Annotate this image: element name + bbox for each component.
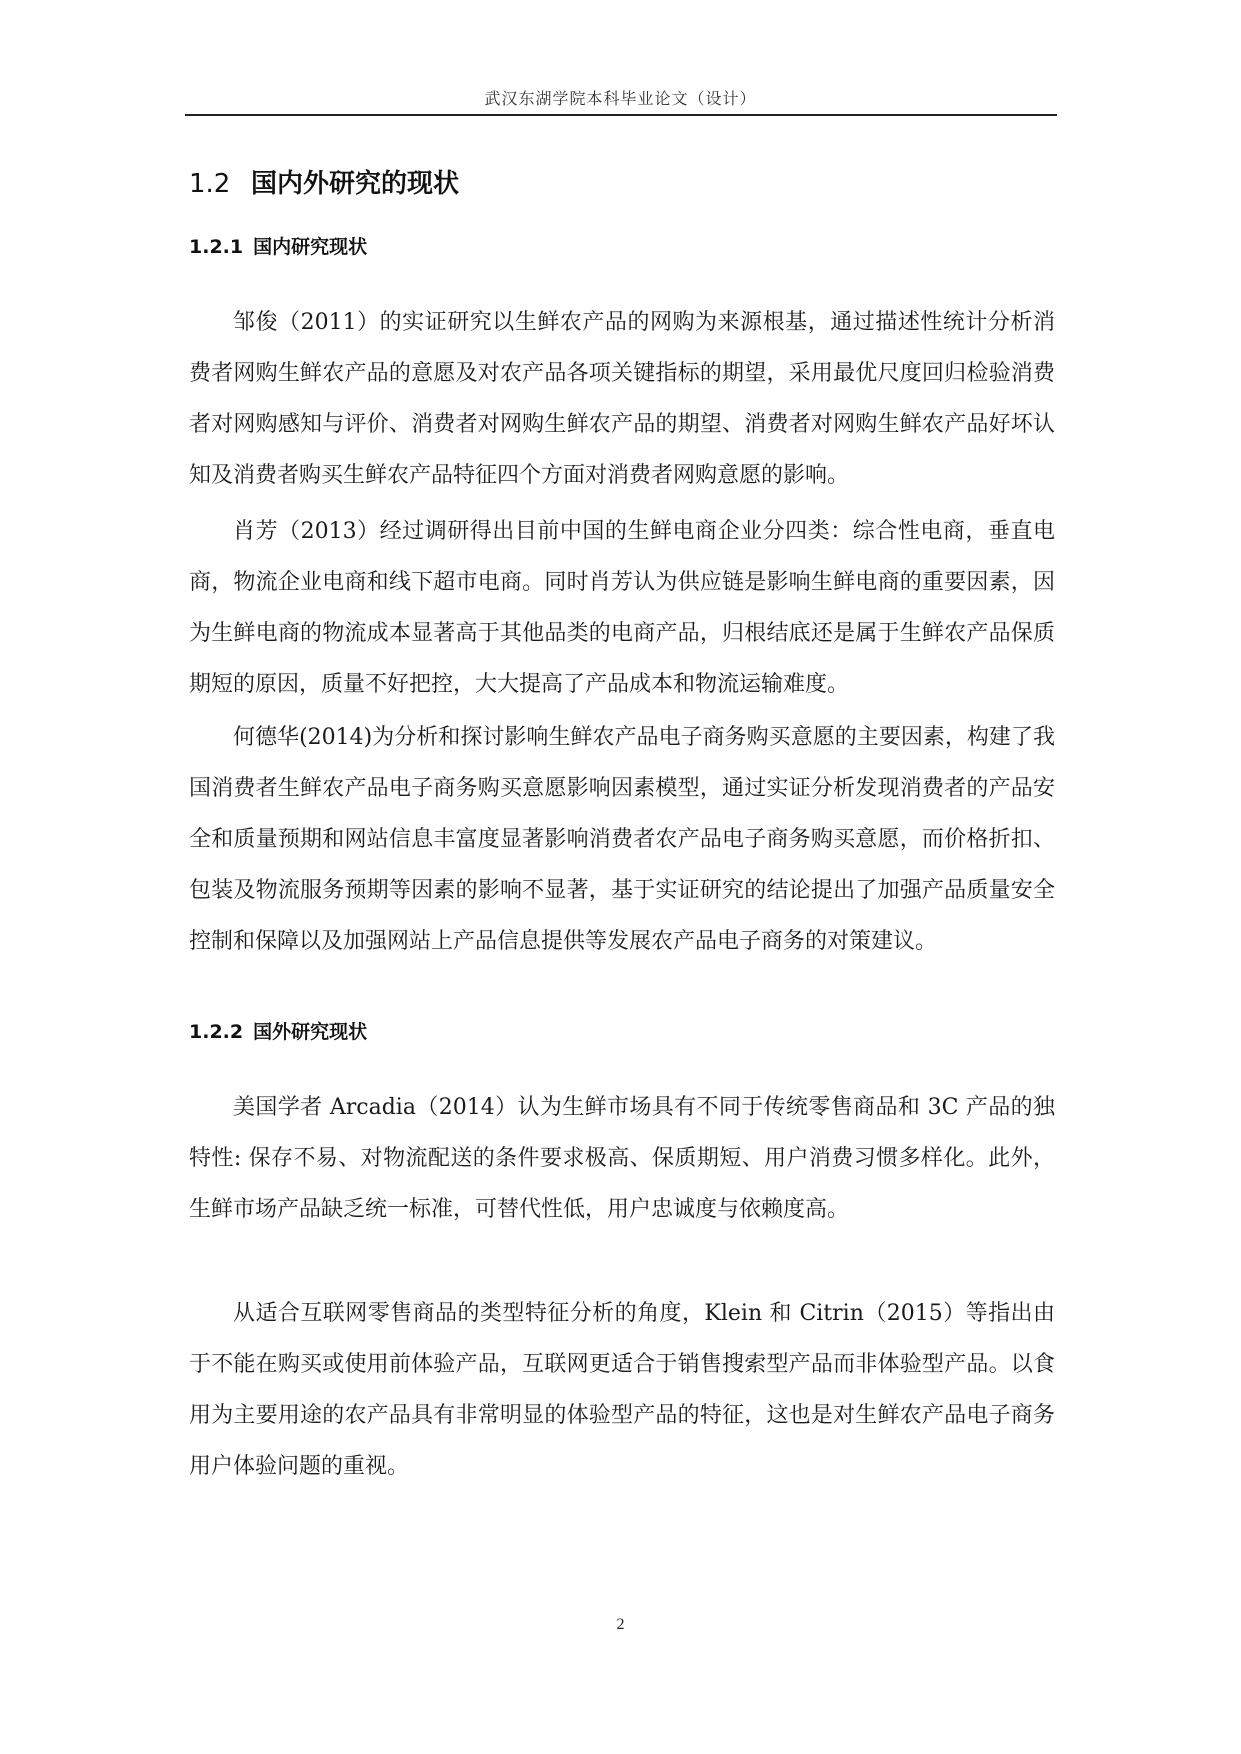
paragraph: 肖芳（2013）经过调研得出目前中国的生鲜电商企业分四类：综合性电商，垂直电商，物流企业电商和线下超市电商。同时肖芳认为供应链是影响生鲜电商的重要因素，因为生鲜电商的物流成本显著高于其他品类的电商产品，归根结底还是属于生鲜农产品保质期短的原因，质量不好把控，大大提高了产品成本和物流运输难度。	[189, 519, 1055, 697]
paragraph: 美国学者 Arcadia（2014）认为生鲜市场具有不同于传统零售商品和 3C 产品的独特性: 保存不易、对物流配送的条件要求极高、保质期短、用户消费习惯多样化。此外，生鲜市场产品缺乏统一标准，可替代性低，用户忠诚度与依赖度高。	[189, 1095, 1055, 1222]
header-divider	[185, 114, 1057, 116]
section-heading	[189, 163, 459, 200]
page-number: 2	[616, 1616, 625, 1633]
subsection-heading-foreign	[189, 1017, 367, 1044]
subsection-number: 1.2.1	[189, 236, 244, 258]
paragraph: 何德华(2014)为分析和探讨影响生鲜农产品电子商务购买意愿的主要因素，构建了我国消费者生鲜农产品电子商务购买意愿影响因素模型，通过实证分析发现消费者的产品安全和质量预期和网站信息丰富度显著影响消费者农产品电子商务购买意愿，而价格折扣、包装及物流服务预期等因素的影响不显著，基于实证研究的结论提出了加强产品质量安全控制和保障以及加强网站上产品信息提供等发展农产品电子商务的对策建议。	[189, 725, 1055, 954]
section-title: 国内外研究的现状	[251, 169, 460, 199]
subsection-title: 国外研究现状	[253, 1021, 368, 1043]
paragraph: 从适合互联网零售商品的类型特征分析的角度，Klein 和 Citrin（2015）等指出由于不能在购买或使用前体验产品，互联网更适合于销售搜索型产品而非体验型产品。以食用为主要用途的农产品具有非常明显的体验型产品的特征，这也是对生鲜农产品电子商务用户体验问题的重视。	[189, 1301, 1055, 1479]
paragraph: 邹俊（2011）的实证研究以生鲜农产品的网购为来源根基，通过描述性统计分析消费者网购生鲜农产品的意愿及对农产品各项关键指标的期望，采用最优尺度回归检验消费者对网购感知与评价、消费者对网购生鲜农产品的期望、消费者对网购生鲜农产品好坏认知及消费者购买生鲜农产品特征四个方面对消费者网购意愿的影响。	[189, 310, 1055, 488]
section-number: 1.2	[189, 169, 231, 199]
running-header: 武汉东湖学院本科毕业论文（设计）	[484, 89, 757, 108]
subsection-title: 国内研究现状	[253, 236, 368, 258]
subsection-heading-domestic	[189, 232, 367, 259]
subsection-number: 1.2.2	[189, 1021, 244, 1043]
